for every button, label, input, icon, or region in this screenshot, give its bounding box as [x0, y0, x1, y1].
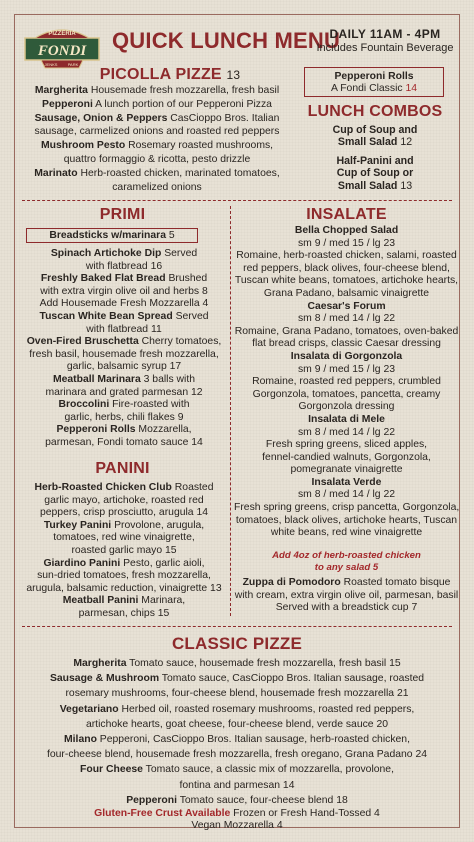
item-description: sausage, carmelized onions and roasted red peppers [34, 126, 280, 138]
item-name: Broccolini [58, 399, 110, 411]
item-description: garlic, balsamic syrup 17 [66, 361, 182, 373]
vegan-line: Vegan Mozzarella 4 [191, 820, 283, 831]
item-description: white beans, red wine vinaigrette [270, 527, 423, 539]
menu-line [18, 181, 296, 195]
item-description: marinara and grated parmesan 12 [45, 386, 203, 398]
divider [230, 206, 231, 616]
item-name: Tuscan White Bean Spread [39, 310, 173, 322]
item-name: Freshly Baked Flat Bread [40, 273, 166, 285]
divider [22, 626, 452, 627]
item-name: Meatball Panini [62, 595, 139, 607]
picolla-title-text: PICOLLA PIZZE [99, 66, 222, 83]
menu-line [18, 545, 230, 558]
gluten-free-detail: Frozen or Fresh Hand-Tossed 4 [230, 808, 380, 819]
menu-line [18, 671, 456, 686]
item-description: arugula, balsamic reduction, vinaigrette 13 [26, 582, 222, 594]
item-description: rosemary mushrooms, four-cheese blend, housemade fresh mozzarella 21 [65, 688, 409, 700]
item-description: flat bread crisps, classic Caesar dressing [252, 338, 441, 350]
combo-line: Half-Panini and [336, 154, 414, 167]
menu-line [234, 414, 459, 427]
menu-line [234, 427, 459, 440]
item-description: Gorgonzola, tomatoes, pancetta, creamy [252, 388, 441, 400]
menu-line [234, 489, 459, 502]
item-description: Add Housemade Fresh Mozzarella 4 [39, 298, 209, 310]
add-chicken-note [234, 550, 459, 575]
item-description: sm 9 / med 15 / lg 23 [297, 363, 396, 375]
item-description: Pepperoni, CasCioppo Bros. Italian sausage, herb-roasted chicken, [96, 734, 410, 746]
hours-block [310, 27, 460, 55]
item-description: Fresh spring greens, sliced apples, [265, 439, 428, 451]
classic-list [18, 656, 456, 808]
item-description: sun-dried tomatoes, fresh mozzarella, [37, 570, 211, 582]
item-description: garlic, herbs, chili flakes 9 [64, 411, 184, 423]
add-note-line: Add 4oz of herb-roasted chicken [272, 550, 421, 561]
item-description: Tomato sauce, a classic mix of mozzarella, provolone, [142, 764, 394, 776]
item-description: CasCioppo Bros. Italian [167, 112, 280, 124]
insalate-title: INSALATE [306, 206, 387, 223]
menu-line [234, 326, 459, 339]
combo-line: Small Salad 12 [337, 136, 413, 149]
menu-line [234, 313, 459, 326]
item-name: Spinach Artichoke Dip [50, 248, 162, 259]
item-description: Pesto, garlic aioli, [120, 557, 205, 569]
svg-text:FONDI: FONDI [37, 43, 87, 59]
primi-title: PRIMI [99, 206, 146, 223]
breadsticks-label: Breadsticks w/marinara [49, 230, 166, 241]
breadsticks-box [26, 228, 198, 243]
menu-line [18, 286, 230, 299]
item-name: Turkey Panini [43, 519, 112, 531]
item-description: Gorgonzola dressing [298, 401, 395, 413]
combos-list [300, 124, 450, 198]
menu-line [234, 527, 459, 540]
item-description: with flatbread 11 [86, 323, 162, 335]
item-name: Margherita [34, 85, 88, 96]
menu-line [18, 656, 456, 671]
menu-line [234, 238, 459, 251]
menu-line [234, 502, 459, 515]
panini-list [18, 482, 230, 621]
menu-line [18, 686, 456, 701]
combo-price: 13 [397, 179, 413, 192]
menu-line [18, 112, 296, 126]
classic-title: CLASSIC PIZZE [171, 634, 303, 653]
item-name: Herb-Roasted Chicken Club [34, 482, 172, 493]
combo-line: Small Salad 13 [337, 179, 413, 192]
menu-line [18, 261, 230, 274]
item-description: with flatbread 16 [85, 260, 163, 272]
menu-line [18, 717, 456, 732]
item-name: Marinato [34, 167, 78, 179]
item-description: Tomato sauce, CasCioppo Bros. Italian sausage, roasted [159, 673, 425, 685]
item-name: Sausage, Onion & Peppers [34, 112, 168, 124]
menu-line [18, 762, 456, 777]
item-description: Fire-roasted with [109, 399, 190, 411]
menu-line [18, 608, 230, 621]
menu-line [18, 793, 456, 808]
item-name: Insalata Verde [311, 476, 382, 488]
fondi-logo [21, 20, 103, 72]
item-name: Sausage & Mushroom [49, 673, 160, 685]
menu-line [18, 336, 230, 349]
menu-line [234, 301, 459, 314]
menu-line [234, 590, 459, 603]
menu-line [18, 424, 230, 437]
combo-item [300, 155, 450, 192]
menu-line [234, 275, 459, 288]
item-description: Brushed [165, 273, 208, 285]
combo-item [300, 124, 450, 149]
menu-line [18, 507, 230, 520]
menu-line [18, 167, 296, 181]
menu-line [18, 84, 296, 98]
item-name: Caesar's Forum [307, 300, 386, 312]
hours-text: DAILY 11AM - 4PM [329, 27, 441, 41]
item-description: Roasted [171, 482, 214, 493]
menu-line [234, 225, 459, 238]
item-name: Vegetariano [59, 703, 119, 715]
combos-title: LUNCH COMBOS [307, 103, 443, 120]
pepperoni-rolls-sub: A Fondi Classic [330, 83, 403, 95]
item-name: Four Cheese [80, 764, 143, 776]
item-description: Grana Padano, balsamic vinaigrette [263, 287, 430, 299]
combo-line: Cup of Soup or [336, 167, 414, 180]
picolla-price: 13 [226, 68, 241, 82]
item-name: Meatball Marinara [52, 373, 141, 385]
menu-line [234, 250, 459, 263]
zuppa-block [234, 577, 459, 615]
menu-line [18, 324, 230, 337]
menu-line [18, 98, 296, 112]
item-description: red peppers, black olives, four-cheese blend, [243, 262, 450, 274]
item-description: Romaine, herb-roasted chicken, salami, roasted [236, 250, 457, 262]
svg-text:PIZZERIA: PIZZERIA [48, 31, 76, 37]
menu-line [234, 602, 459, 615]
item-name: Margherita [73, 658, 127, 669]
item-description: Housemade fresh mozzarella, fresh basil [87, 85, 280, 96]
item-name: Pepperoni Rolls [56, 424, 136, 436]
item-description: sm 8 / med 14 / lg 22 [297, 313, 396, 325]
item-description: Provolone, arugula, [111, 519, 205, 531]
menu-line [18, 482, 230, 495]
item-description: sm 8 / med 14 / lg 22 [297, 426, 396, 438]
menu-line [18, 732, 456, 747]
item-description: fontina and parmesan 14 [179, 779, 295, 791]
menu-line [234, 376, 459, 389]
item-name: Insalata di Mele [308, 413, 385, 425]
picolla-list [18, 84, 296, 194]
menu-line [234, 464, 459, 477]
item-description: quattro formaggio & ricotta, pesto drizzle [63, 153, 251, 165]
menu-line [18, 495, 230, 508]
item-description: Cherry tomatoes, [138, 336, 222, 348]
menu-line [234, 577, 459, 590]
menu-line [234, 515, 459, 528]
item-description: caramelized onions [112, 181, 202, 193]
item-name: Giardino Panini [43, 557, 121, 569]
item-description: Romaine, roasted red peppers, crumbled [252, 376, 441, 388]
pepperoni-rolls-price: 14 [405, 83, 418, 95]
combo-line: Cup of Soup and [332, 124, 418, 136]
item-description: roasted garlic mayo 15 [71, 544, 177, 556]
item-description: sm 9 / med 15 / lg 23 [297, 237, 396, 249]
insalate-list [234, 225, 459, 540]
item-description: Fresh spring greens, crisp pancetta, Gorgonzola, [234, 502, 460, 514]
menu-line [18, 532, 230, 545]
item-description: with extra virgin olive oil and herbs 8 [40, 285, 208, 297]
item-name: Oven-Fired Bruschetta [26, 336, 139, 348]
menu-line [18, 399, 230, 412]
item-description: tomatoes, black olives, artichoke hearts, Tuscan [235, 514, 458, 526]
menu-line [18, 747, 456, 762]
menu-line [18, 778, 456, 793]
menu-line [18, 558, 230, 571]
menu-line [18, 153, 296, 167]
pepperoni-rolls-box [304, 67, 444, 97]
item-description: with cream, extra virgin olive oil, parmesan, basil [234, 589, 459, 601]
item-description: Romaine, Grana Padano, tomatoes, oven-baked [234, 325, 459, 337]
item-name: Milano [64, 734, 97, 746]
item-description: pomegranate vinaigrette [290, 464, 403, 476]
primi-list [18, 248, 230, 450]
item-description: Served with a breadstick cup 7 [275, 602, 418, 614]
menu-line [18, 311, 230, 324]
menu-line [18, 374, 230, 387]
menu-line [234, 364, 459, 377]
menu-line [18, 273, 230, 286]
item-name: Pepperoni [126, 794, 177, 806]
item-description: Mozzarella, [135, 424, 192, 436]
item-description: A lunch portion of our Pepperoni Pizza [92, 98, 272, 110]
menu-line [18, 125, 296, 139]
item-description: peppers, crisp prosciutto, arugula 14 [39, 507, 209, 519]
menu-line [18, 361, 230, 374]
item-description: Served [161, 248, 198, 259]
menu-line [18, 349, 230, 362]
page-title: QUICK LUNCH MENU [112, 28, 341, 53]
menu-line [18, 139, 296, 153]
menu-line [234, 389, 459, 402]
menu-line [18, 570, 230, 583]
svg-text:JENKS: JENKS [44, 62, 58, 67]
item-description: garlic mayo, artichoke, roasted red [44, 494, 204, 506]
menu-line [18, 702, 456, 717]
gluten-free-label: Gluten-Free Crust Available [94, 808, 231, 819]
item-description: Roasted tomato bisque [340, 577, 451, 588]
svg-text:PARK: PARK [67, 62, 79, 67]
item-name: Bella Chopped Salad [294, 225, 399, 236]
menu-line [18, 595, 230, 608]
menu-line [18, 412, 230, 425]
item-description: Served [172, 310, 209, 322]
item-description: tomatoes, red wine vinaigrette, [53, 532, 195, 544]
menu-line [234, 439, 459, 452]
item-description: Tomato sauce, housemade fresh mozzarella, fresh basil 15 [126, 658, 401, 669]
gluten-free-line [18, 808, 456, 820]
item-description: sm 8 / med 14 / lg 22 [297, 489, 396, 501]
item-description: Rosemary roasted mushrooms, [125, 140, 274, 152]
menu-line [234, 263, 459, 276]
item-description: artichoke hearts, goat cheese, four-cheese blend, verde sauce 20 [85, 718, 389, 730]
panini-title: PANINI [95, 460, 150, 477]
item-description: Marinara, [138, 595, 186, 607]
add-note-line: to any salad 5 [314, 562, 379, 574]
menu-line [234, 452, 459, 465]
pepperoni-rolls-title: Pepperoni Rolls [334, 71, 414, 82]
item-name: Pepperoni [42, 98, 93, 110]
divider [22, 200, 452, 201]
picolla-title [70, 66, 270, 84]
item-description: fresh basil, housemade fresh mozzarella, [29, 348, 219, 360]
menu-line [18, 583, 230, 596]
menu-line [18, 298, 230, 311]
menu-line [18, 437, 230, 450]
item-name: Mushroom Pesto [40, 140, 126, 152]
menu-line [234, 338, 459, 351]
menu-line [234, 351, 459, 364]
item-name: Zuppa di Pomodoro [242, 577, 341, 588]
item-description: fennel-candied walnuts, Gorgonzola, [262, 451, 431, 463]
item-description: Tuscan white beans, tomatoes, artichoke hearts, [234, 275, 459, 287]
menu-line [234, 477, 459, 490]
menu-line [18, 248, 230, 261]
item-description: 3 balls with [140, 373, 196, 385]
menu-line [234, 288, 459, 301]
hours-note: Includes Fountain Beverage [316, 42, 454, 54]
menu-line [234, 401, 459, 414]
item-description: Tomato sauce, four-cheese blend 18 [177, 794, 348, 806]
menu-line [18, 387, 230, 400]
item-description: Herb-roasted chicken, marinated tomatoes, [77, 167, 280, 179]
breadsticks-price: 5 [168, 230, 175, 241]
menu-line [18, 520, 230, 533]
item-description: parmesan, chips 15 [78, 607, 170, 619]
combo-price: 12 [397, 136, 413, 149]
item-description: four-cheese blend, housemade fresh mozzarella, fresh oregano, Grana Padano 24 [46, 749, 428, 761]
item-description: parmesan, Fondi tomato sauce 14 [45, 436, 203, 448]
item-description: Herbed oil, roasted rosemary mushrooms, roasted red peppers, [118, 703, 415, 715]
item-name: Insalata di Gorgonzola [290, 350, 403, 362]
